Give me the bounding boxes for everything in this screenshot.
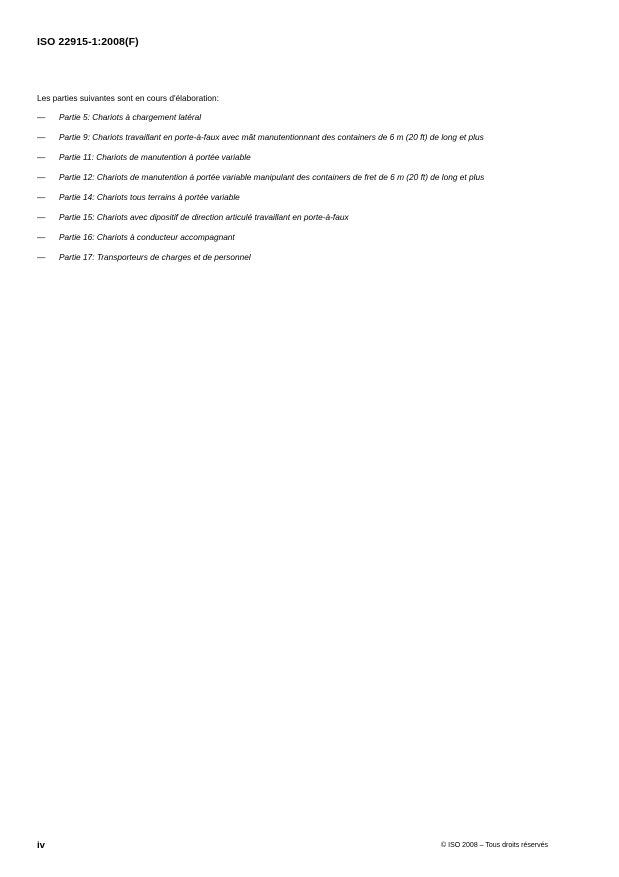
list-item (37, 152, 549, 162)
document-id-header: ISO 22915-1:2008(F) (37, 36, 139, 48)
intro-paragraph: Les parties suivantes sont en cours d'élaboration: (37, 93, 219, 103)
list-item (37, 232, 549, 242)
list-item-text: Partie 15: Chariots avec dipositif de direction articulé travaillant en porte-à-faux (59, 212, 349, 222)
list-item (37, 132, 549, 142)
list-item (37, 252, 549, 262)
list-item (37, 112, 549, 122)
dash-bullet: — (37, 252, 46, 262)
list-item (37, 172, 549, 182)
list-item-text: Partie 16: Chariots à conducteur accompagnant (59, 232, 235, 242)
list-item (37, 192, 549, 202)
page-number: iv (37, 840, 45, 851)
dash-bullet: — (37, 192, 46, 202)
list-item-text: Partie 14: Chariots tous terrains à portée variable (59, 192, 240, 202)
dash-bullet: — (37, 172, 46, 182)
list-item-text: Partie 11: Chariots de manutention à portée variable (59, 152, 251, 162)
dash-bullet: — (37, 212, 46, 222)
dash-bullet: — (37, 132, 46, 142)
dash-bullet: — (37, 232, 46, 242)
list-item-text: Partie 12: Chariots de manutention à portée variable manipulant des containers de fret de 6 m (20 ft) de long et plus (59, 172, 485, 182)
list-item-text: Partie 17: Transporteurs de charges et de personnel (59, 252, 251, 262)
copyright-notice: © ISO 2008 – Tous droits réservés (441, 842, 548, 849)
dash-bullet: — (37, 112, 46, 122)
parts-list (37, 112, 549, 272)
list-item (37, 212, 549, 222)
list-item-text: Partie 5: Chariots à chargement latéral (59, 112, 202, 122)
list-item-text: Partie 9: Chariots travaillant en porte-à-faux avec mât manutentionnant des containers de 6 m (20 ft) de long et plus (59, 132, 484, 142)
dash-bullet: — (37, 152, 46, 162)
